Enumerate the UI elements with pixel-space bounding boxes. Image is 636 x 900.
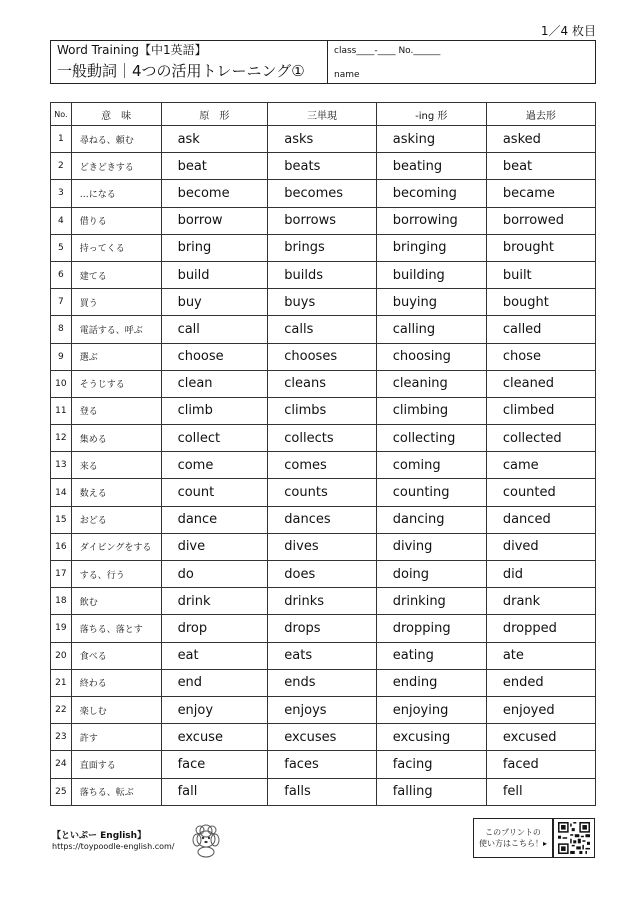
- ing-form-cell: facing: [376, 751, 486, 778]
- ing-form-cell: cleaning: [376, 370, 486, 397]
- past-form-cell: chose: [486, 343, 595, 370]
- past-form-cell: counted: [486, 479, 595, 506]
- poodle-icon: [186, 818, 226, 858]
- base-form-cell: drop: [161, 615, 268, 642]
- meaning-cell: 終わる: [71, 669, 161, 696]
- base-form-cell: choose: [161, 343, 268, 370]
- past-form-cell: ended: [486, 669, 595, 696]
- ing-form-cell: diving: [376, 533, 486, 560]
- table-row: [51, 397, 596, 424]
- table-row: [51, 506, 596, 533]
- third-person-cell: does: [268, 561, 376, 588]
- row-number: 14: [51, 479, 72, 506]
- table-row: [51, 615, 596, 642]
- third-person-cell: ends: [268, 669, 376, 696]
- ing-form-cell: dancing: [376, 506, 486, 533]
- worksheet-header: [50, 40, 596, 84]
- table-row: [51, 642, 596, 669]
- table-row: [51, 452, 596, 479]
- ing-form-cell: buying: [376, 289, 486, 316]
- meaning-cell: 建てる: [71, 261, 161, 288]
- past-form-cell: borrowed: [486, 207, 595, 234]
- page-number: 1／4 枚目: [540, 24, 596, 38]
- column-header-meaning: 意 味: [71, 103, 161, 126]
- past-form-cell: fell: [486, 778, 595, 805]
- ing-form-cell: borrowing: [376, 207, 486, 234]
- worksheet-title: 一般動詞｜4つの活用トレーニング①: [57, 62, 305, 80]
- ing-form-cell: counting: [376, 479, 486, 506]
- third-person-cell: climbs: [268, 397, 376, 424]
- table-row: [51, 696, 596, 723]
- third-person-cell: becomes: [268, 180, 376, 207]
- past-form-cell: excused: [486, 724, 595, 751]
- third-person-cell: builds: [268, 261, 376, 288]
- row-number: 10: [51, 370, 72, 397]
- student-info-block: [328, 41, 595, 83]
- table-row: [51, 425, 596, 452]
- ing-form-cell: climbing: [376, 397, 486, 424]
- row-number: 6: [51, 261, 72, 288]
- brand-url-link[interactable]: https://toypoodle-english.com/: [52, 842, 175, 851]
- base-form-cell: clean: [161, 370, 268, 397]
- meaning-cell: 食べる: [71, 642, 161, 669]
- table-row: [51, 778, 596, 805]
- past-form-cell: enjoyed: [486, 696, 595, 723]
- meaning-cell: 集める: [71, 425, 161, 452]
- meaning-cell: 直面する: [71, 751, 161, 778]
- row-number: 22: [51, 696, 72, 723]
- third-person-cell: counts: [268, 479, 376, 506]
- meaning-cell: 来る: [71, 452, 161, 479]
- base-form-cell: bring: [161, 234, 268, 261]
- meaning-cell: 楽しむ: [71, 696, 161, 723]
- row-number: 11: [51, 397, 72, 424]
- base-form-cell: ask: [161, 126, 268, 153]
- base-form-cell: eat: [161, 642, 268, 669]
- base-form-cell: enjoy: [161, 696, 268, 723]
- ing-form-cell: ending: [376, 669, 486, 696]
- base-form-cell: call: [161, 316, 268, 343]
- ing-form-cell: choosing: [376, 343, 486, 370]
- third-person-cell: eats: [268, 642, 376, 669]
- base-form-cell: climb: [161, 397, 268, 424]
- third-person-cell: falls: [268, 778, 376, 805]
- row-number: 17: [51, 561, 72, 588]
- past-form-cell: climbed: [486, 397, 595, 424]
- base-form-cell: beat: [161, 153, 268, 180]
- worksheet-subtitle: Word Training【中1英語】: [57, 43, 207, 57]
- column-header-ing: -ing 形: [376, 103, 486, 126]
- row-number: 4: [51, 207, 72, 234]
- base-form-cell: come: [161, 452, 268, 479]
- past-form-cell: did: [486, 561, 595, 588]
- meaning-cell: 電話する、呼ぶ: [71, 316, 161, 343]
- table-row: [51, 316, 596, 343]
- third-person-cell: drops: [268, 615, 376, 642]
- third-person-cell: enjoys: [268, 696, 376, 723]
- meaning-cell: どきどきする: [71, 153, 161, 180]
- table-row: [51, 479, 596, 506]
- help-text-line2: 使い方はこちら！▸: [478, 839, 547, 848]
- third-person-cell: collects: [268, 425, 376, 452]
- past-form-cell: dropped: [486, 615, 595, 642]
- table-row: [51, 343, 596, 370]
- table-row: [51, 207, 596, 234]
- verb-conjugation-table: [50, 102, 596, 806]
- meaning-cell: おどる: [71, 506, 161, 533]
- qr-code-icon[interactable]: [553, 818, 595, 858]
- third-person-cell: borrows: [268, 207, 376, 234]
- row-number: 15: [51, 506, 72, 533]
- base-form-cell: count: [161, 479, 268, 506]
- base-form-cell: excuse: [161, 724, 268, 751]
- row-number: 24: [51, 751, 72, 778]
- table-row: [51, 724, 596, 751]
- brand-label: 【といぷー English】: [52, 831, 147, 841]
- row-number: 7: [51, 289, 72, 316]
- row-number: 2: [51, 153, 72, 180]
- ing-form-cell: eating: [376, 642, 486, 669]
- table-row: [51, 588, 596, 615]
- ing-form-cell: drinking: [376, 588, 486, 615]
- table-row: [51, 126, 596, 153]
- meaning-cell: 数える: [71, 479, 161, 506]
- meaning-cell: 落ちる、転ぶ: [71, 778, 161, 805]
- past-form-cell: built: [486, 261, 595, 288]
- column-header-base: 原 形: [161, 103, 268, 126]
- base-form-cell: build: [161, 261, 268, 288]
- ing-form-cell: collecting: [376, 425, 486, 452]
- how-to-use-link[interactable]: [473, 818, 553, 858]
- row-number: 18: [51, 588, 72, 615]
- name-field: name: [334, 70, 360, 80]
- meaning-cell: 持ってくる: [71, 234, 161, 261]
- base-form-cell: collect: [161, 425, 268, 452]
- row-number: 12: [51, 425, 72, 452]
- row-number: 1: [51, 126, 72, 153]
- past-form-cell: faced: [486, 751, 595, 778]
- base-form-cell: end: [161, 669, 268, 696]
- table-row: [51, 153, 596, 180]
- table-row: [51, 370, 596, 397]
- title-block: [51, 41, 328, 83]
- ing-form-cell: excusing: [376, 724, 486, 751]
- third-person-cell: comes: [268, 452, 376, 479]
- past-form-cell: cleaned: [486, 370, 595, 397]
- meaning-cell: 借りる: [71, 207, 161, 234]
- row-number: 25: [51, 778, 72, 805]
- row-number: 16: [51, 533, 72, 560]
- meaning-cell: 買う: [71, 289, 161, 316]
- base-form-cell: dance: [161, 506, 268, 533]
- ing-form-cell: bringing: [376, 234, 486, 261]
- third-person-cell: calls: [268, 316, 376, 343]
- third-person-cell: asks: [268, 126, 376, 153]
- past-form-cell: beat: [486, 153, 595, 180]
- ing-form-cell: becoming: [376, 180, 486, 207]
- row-number: 20: [51, 642, 72, 669]
- meaning-cell: 許す: [71, 724, 161, 751]
- third-person-cell: brings: [268, 234, 376, 261]
- meaning-cell: ダイビングをする: [71, 533, 161, 560]
- row-number: 3: [51, 180, 72, 207]
- past-form-cell: collected: [486, 425, 595, 452]
- third-person-cell: beats: [268, 153, 376, 180]
- table-row: [51, 180, 596, 207]
- past-form-cell: dived: [486, 533, 595, 560]
- ing-form-cell: building: [376, 261, 486, 288]
- meaning-cell: 尋ねる、頼む: [71, 126, 161, 153]
- ing-form-cell: dropping: [376, 615, 486, 642]
- meaning-cell: 落ちる、落とす: [71, 615, 161, 642]
- qr-code-graphic: [558, 822, 590, 854]
- third-person-cell: excuses: [268, 724, 376, 751]
- past-form-cell: ate: [486, 642, 595, 669]
- meaning-cell: 飲む: [71, 588, 161, 615]
- third-person-cell: cleans: [268, 370, 376, 397]
- row-number: 19: [51, 615, 72, 642]
- third-person-cell: drinks: [268, 588, 376, 615]
- past-form-cell: brought: [486, 234, 595, 261]
- ing-form-cell: enjoying: [376, 696, 486, 723]
- ing-form-cell: asking: [376, 126, 486, 153]
- column-header-past: 過去形: [486, 103, 595, 126]
- ing-form-cell: doing: [376, 561, 486, 588]
- past-form-cell: came: [486, 452, 595, 479]
- meaning-cell: する、行う: [71, 561, 161, 588]
- table-row: [51, 234, 596, 261]
- table-row: [51, 669, 596, 696]
- base-form-cell: become: [161, 180, 268, 207]
- third-person-cell: faces: [268, 751, 376, 778]
- table-row: [51, 533, 596, 560]
- base-form-cell: dive: [161, 533, 268, 560]
- ing-form-cell: calling: [376, 316, 486, 343]
- class-number-field: class____-____ No.______: [334, 46, 441, 56]
- meaning-cell: そうじする: [71, 370, 161, 397]
- third-person-cell: dives: [268, 533, 376, 560]
- third-person-cell: buys: [268, 289, 376, 316]
- ing-form-cell: falling: [376, 778, 486, 805]
- meaning-cell: 選ぶ: [71, 343, 161, 370]
- base-form-cell: drink: [161, 588, 268, 615]
- help-text-line1: このプリントの: [485, 828, 541, 837]
- past-form-cell: called: [486, 316, 595, 343]
- meaning-cell: 登る: [71, 397, 161, 424]
- ing-form-cell: beating: [376, 153, 486, 180]
- table-row: [51, 289, 596, 316]
- base-form-cell: buy: [161, 289, 268, 316]
- row-number: 5: [51, 234, 72, 261]
- column-header-no: No.: [51, 103, 72, 126]
- column-header-third-person: 三単現: [268, 103, 376, 126]
- third-person-cell: chooses: [268, 343, 376, 370]
- table-row: [51, 561, 596, 588]
- third-person-cell: dances: [268, 506, 376, 533]
- ing-form-cell: coming: [376, 452, 486, 479]
- table-header-row: [51, 103, 596, 126]
- base-form-cell: fall: [161, 778, 268, 805]
- past-form-cell: became: [486, 180, 595, 207]
- row-number: 23: [51, 724, 72, 751]
- past-form-cell: danced: [486, 506, 595, 533]
- row-number: 21: [51, 669, 72, 696]
- past-form-cell: bought: [486, 289, 595, 316]
- meaning-cell: …になる: [71, 180, 161, 207]
- row-number: 8: [51, 316, 72, 343]
- row-number: 13: [51, 452, 72, 479]
- base-form-cell: borrow: [161, 207, 268, 234]
- base-form-cell: do: [161, 561, 268, 588]
- past-form-cell: asked: [486, 126, 595, 153]
- table-row: [51, 751, 596, 778]
- table-row: [51, 261, 596, 288]
- row-number: 9: [51, 343, 72, 370]
- base-form-cell: face: [161, 751, 268, 778]
- past-form-cell: drank: [486, 588, 595, 615]
